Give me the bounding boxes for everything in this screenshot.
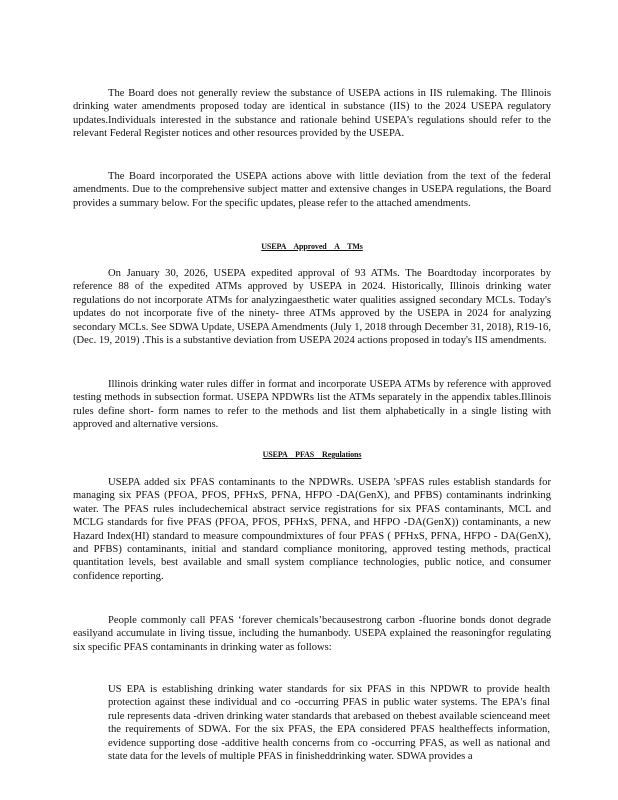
paragraph-text: The Board does not generally review the substance of USEPA actions in IIS rulemaking. The Illinois drinking water amendments proposed today are identical in substance (IIS) to the 2024 USEPA regulatory updates.Individuals interested in the substance and rationale behind USEPA's regulations should refer to the relevant Federal Register notices and other resources provided by the USEPA. [73,88,551,140]
paragraph-board-incorporated [73,170,551,210]
paragraph-text: On January 30, 2026, USEPA expedited approval of 93 ATMs. The Boardtoday incorporates by reference 88 of the expedited ATMs approved by USEPA in 2024. Historically, Illinois drinking water regulations do not incorporate ATMs for analyzingaesthetic water qualities assigned secondary MCLs. Today's updates do not incorporate five of the ninety- three ATMs approved by the USEPA in 2024 for analyzing secondary MCLs. See SDWA Update, USEPA Amendments (July 1, 2018 through December 31, 2018), R19-16, (Dec. 19, 2019) .This is a substantive deviation from USEPA 2024 actions proposed in today's IIS amendments. [73,268,551,347]
section-heading-pfas: USEPA PFAS Regulations [262,450,362,459]
paragraph-text: Illinois drinking water rules differ in format and incorporate USEPA ATMs by reference with approved testing methods in subsection format. USEPA NPDWRs list the ATMs separately in the appendix tables.Illinois rules define short- form names to refer to the methods and list them alphabetically in a single listing with approved and alternative versions. [73,379,551,431]
paragraph-text: USEPA added six PFAS contaminants to the NPDWRs. USEPA 'sPFAS rules establish standards for managing six PFAS (PFOA, PFOS, PFHxS, PFNA, HFPO -DA(GenX), and PFBS) contaminants indrinking water. The PFAS rules includechemical abstract service registrations for six PFAS contaminants, MCL and MCLG standards for five PFAS (PFOA, PFOS, PFHxS, PFNA, and HFPO -DA(GenX)) contaminants, a new Hazard Index(HI) standard to measure compoundmixtures of four PFAS ( PFHxS, PFNA, HFPO - DA(GenX), and PFBS) contaminants, initial and standard compliance monitoring, approved testing methods, practical quantitation levels, best available and small system compliance technologies, public notice, and consumer confidence reporting. [73,477,551,582]
paragraph-forever-chemicals [73,614,551,654]
block-quote-epa: US EPA is establishing drinking water standards for six PFAS in this NPDWR to provide health protection against these individual and co -occurring PFAS in public water systems. The EPA's final rule represents data -driven drinking water standards that arebased on thebest available scienceand meet the requirements of SDWA. For the six PFAS, the EPA considered PFAS healtheffects information, evidence supporting dose -additive health concerns from co -occurring PFAS, as well as national and state data for the levels of multiple PFAS in finisheddrinking water. SDWA provides a [108,684,550,763]
paragraph-atms-approval [73,267,551,347]
paragraph-illinois-rules [73,378,551,432]
paragraph-pfas-added [73,476,551,583]
paragraph-text: The Board incorporated the USEPA actions above with little deviation from the text of the federal amendments. Due to the comprehensive subject matter and extensive changes in USEPA regulations, the Board provides a summary below. For the specific updates, please refer to the attached amendments. [73,171,551,209]
paragraph-text: People commonly call PFAS ‘forever chemicals’becausestrong carbon -fluorine bonds donot degrade easilyand accumulate in living tissue, including the humanbody. USEPA explained the reasoningfor regulating six specific PFAS contaminants in drinking water as follows: [73,615,551,653]
section-heading-atms: USEPA Approved A TMs [261,242,363,251]
paragraph-board-review [73,87,551,141]
